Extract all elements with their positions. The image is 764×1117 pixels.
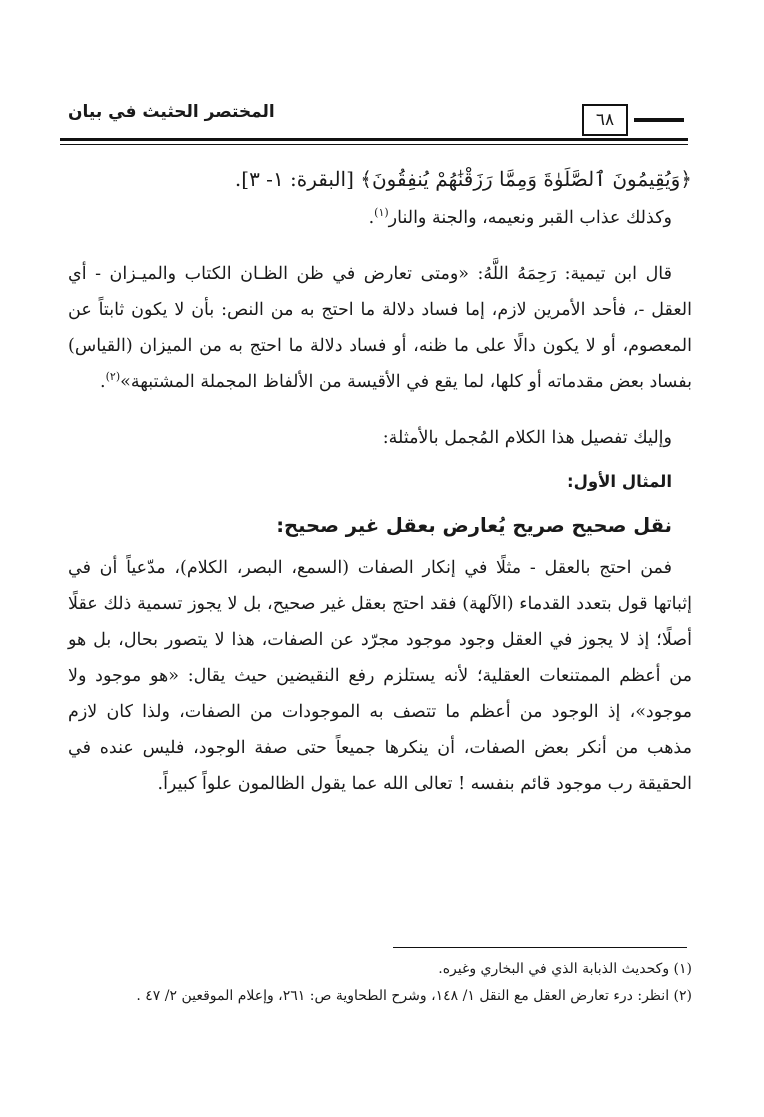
footnotes: [68, 956, 692, 1010]
header-rule-thick: [60, 138, 688, 141]
footnote-ref-1: (١): [374, 206, 389, 220]
footnote-ref-2: (٢): [105, 370, 121, 384]
page-number: ٦٨: [595, 110, 615, 130]
footnote-1: (١) وكحديث الذبابة الذي في البخاري وغيره.: [438, 961, 692, 977]
quran-verse: ﴿وَيُقِيمُونَ ٱلصَّلَوٰةَ وَمِمَّا رَزَقْنَٰهُمْ يُنفِقُونَ﴾ [البقرة: ١- ٣].: [234, 167, 692, 191]
first-example-title: نقل صحيح صريح يُعارض بعقل غير صحيح:: [276, 514, 672, 537]
running-title: المختصر الحثيث في بيان: [68, 102, 275, 122]
paragraph-grave-punishment: وكذلك عذاب القبر ونعيمه، والجنة والنار$^{(١)}$.: [368, 206, 672, 228]
first-example-label: المثال الأول:: [566, 472, 672, 491]
header-dash-ornament: [634, 118, 684, 122]
first-example-text: فمن احتج بالعقل - مثلًا في إنكار الصفات (السمع، البصر، الكلام)، مدّعياً أن في إثباتها قول بتعدد القدماء (الآلهة) فقد احتج بعقل غير صحيح، بل لا يجوز تسمية ذلك عقلًا أصلًا؛ إذ لا يجوز في العقل وجود موجود مجرّد عن الصفات، هذا لا يتصور بحال، بل هو من أعظم الممتنعات العقلية؛ لأنه يستلزم رفع النقيضين حيث يقال: «هو موجود ولا موجود»، إذ الوجود من أعظم ما تتصف به الموجودات من الصفات، ولذا كان لازم مذهب من أنكر بعض الصفات، أن ينكرها جميعاً حتى صفة الوجود، فليس عنده في الحقيقة رب موجود قائم بنفسه ! تعالى الله عما يقول الظالمون علواً كبيراً.: [68, 558, 692, 794]
footnote-2: (٢) انظر: درء تعارض العقل مع النقل ١/ ١٤٨، وشرح الطحاوية ص: ٢٦١، وإعلام الموقعين ٢/ ٤٧ .: [136, 988, 692, 1004]
page-number-box: [582, 104, 628, 136]
paragraph-ibn-taymiyyah: قال ابن تيمية: رَحِمَهُ اللَّهُ: «ومتى تعارض في ظن الظـان الكتاب والميـزان - أي العقل -، فأحد الأمرين لازم، إما فساد دلالة ما احتج به من النص: بأن لا يكون ثابتاً عن المعصوم، أو لا يكون دالًا على ما ظنه، أو فساد دلالة ما احتج به من الميزان (القياس) بفساد بعض مقدماته أو كلها، لما يقع في الأقيسة من الألفاظ المجملة المشتبهة»$^{(٢)}$.: [68, 264, 692, 392]
paragraph-grave-text: وكذلك عذاب القبر ونعيمه، والجنة والنار: [388, 208, 672, 228]
page-header: [60, 98, 690, 158]
footnote-separator: [393, 947, 687, 948]
header-rule-thin: [60, 144, 688, 145]
ibn-taymiyyah-quote: قال ابن تيمية: رَحِمَهُ اللَّهُ: «ومتى تعارض في ظن الظـان الكتاب والميـزان - أي العقل -، فأحد الأمرين لازم، إما فساد دلالة ما احتج به من النص: بأن لا يكون ثابتاً عن المعصوم، أو لا يكون دالًا على ما ظنه، أو فساد دلالة ما احتج به من الميزان (القياس) بفساد بعض مقدماته أو كلها، لما يقع في الأقيسة من الألفاظ المجملة المشتبهة»: [68, 264, 692, 392]
intro-examples: وإليك تفصيل هذا الكلام المُجمل بالأمثلة:: [382, 428, 672, 448]
main-text: [68, 158, 692, 802]
